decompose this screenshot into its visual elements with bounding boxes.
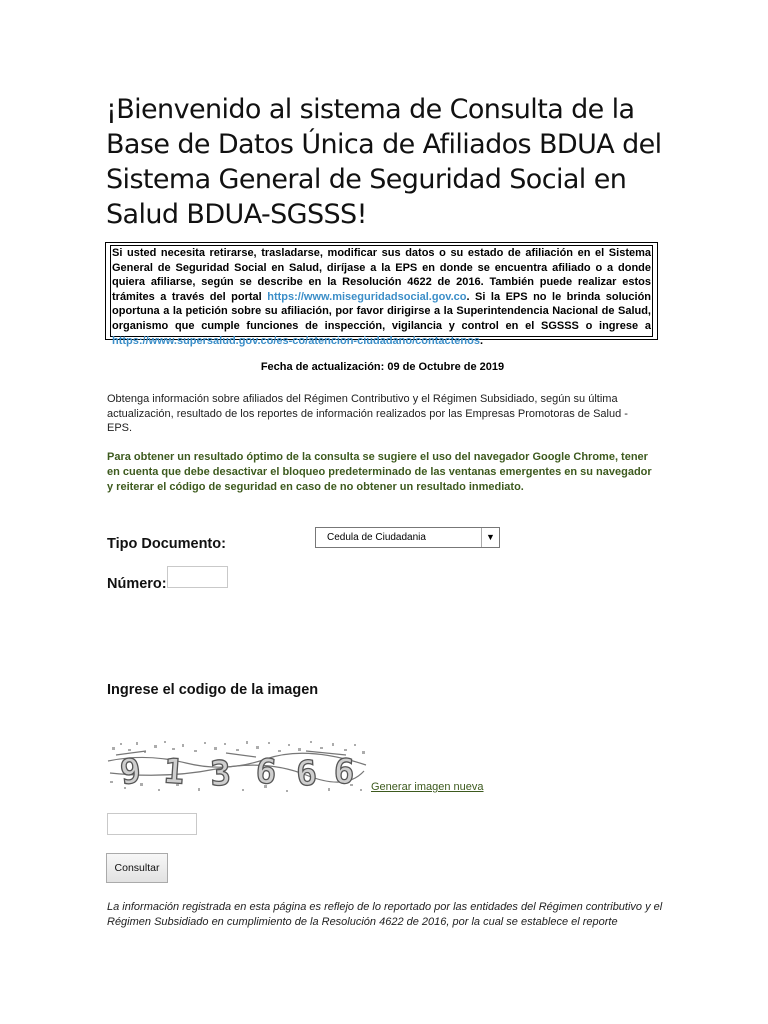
browser-recommendation: Para obtener un resultado óptimo de la consulta se sugiere el uso del navegador Google Chrome, tener en cuenta que debe desactivar el bloqueo predeterminado de las ventanas emergentes en su navegador y reiterar el código de seguridad en caso de no obtener un resultado inmediato. [107, 451, 652, 493]
svg-text:9: 9 [118, 750, 143, 793]
number-label: Número: [107, 576, 167, 592]
svg-text:6: 6 [332, 751, 356, 793]
captcha-code-input[interactable] [107, 813, 197, 835]
miseguridadsocial-link[interactable]: https://www.miseguridadsocial.gov.co [267, 290, 467, 303]
number-input[interactable] [167, 566, 228, 588]
notice-box [105, 242, 658, 347]
supersalud-link[interactable]: https://www.supersalud.gov.co/es-co/atencion-ciudadano/contactenos [112, 334, 480, 347]
svg-text:6: 6 [254, 751, 278, 793]
page-title: ¡Bienvenido al sistema de Consulta de la Base de Datos Única de Afiliados BDUA del Sistema General de Seguridad Social en Salud BDUA-SGSSS! [106, 94, 662, 230]
captcha-label: Ingrese el codigo de la imagen [107, 682, 319, 698]
svg-text:3: 3 [209, 753, 232, 795]
doc-type-selected-value: Cedula de Ciudadania [327, 532, 426, 543]
doc-type-select[interactable] [315, 527, 500, 548]
notice-text [110, 245, 653, 347]
consultar-button[interactable]: Consultar [106, 853, 168, 883]
footer-disclaimer: La información registrada en esta página es reflejo de lo reportado por las entidades del Régimen contributivo y el Régimen Subsidiado en cumplimiento de la Resolución 4622 de 2016, por la cual se establece el reporte [107, 901, 663, 928]
intro-text: Obtenga información sobre afiliados del Régimen Contributivo y el Régimen Subsidiado, según su última actualización, resultado de los reportes de información realizados por las Empresas Promotoras de Salud - EPS. [107, 393, 628, 434]
regenerate-captcha-link[interactable]: Generar imagen nueva [371, 781, 484, 793]
notice-text-part1: Si usted necesita retirarse, trasladarse, modificar sus datos o su estado de afiliación en el Sistema General de Seguridad Social en Salud, diríjase a la EPS en donde se encuentra afiliado o a donde quiera afiliarse, según se describe en la Resolución 4622 de 2016. También puede realizar estos trámites a través del portal [112, 247, 651, 303]
update-date: Fecha de actualización: 09 de Octubre de 2019 [260, 361, 505, 373]
notice-text-part3: . [479, 334, 484, 347]
captcha-image [106, 739, 368, 795]
svg-text:6: 6 [294, 753, 319, 795]
svg-text:1: 1 [162, 751, 186, 793]
notice-text-part2: . Si la EPS no le brinda solución oportuna a la petición sobre su afiliación, por favor dirigirse a la Superintendencia Nacional de Salud, organismo que cumple funciones de inspección, vigilancia y control en el SGSSS o ingrese a [112, 290, 652, 332]
doc-type-label: Tipo Documento: [107, 536, 226, 552]
dropdown-arrow-icon: ▼ [481, 528, 499, 547]
